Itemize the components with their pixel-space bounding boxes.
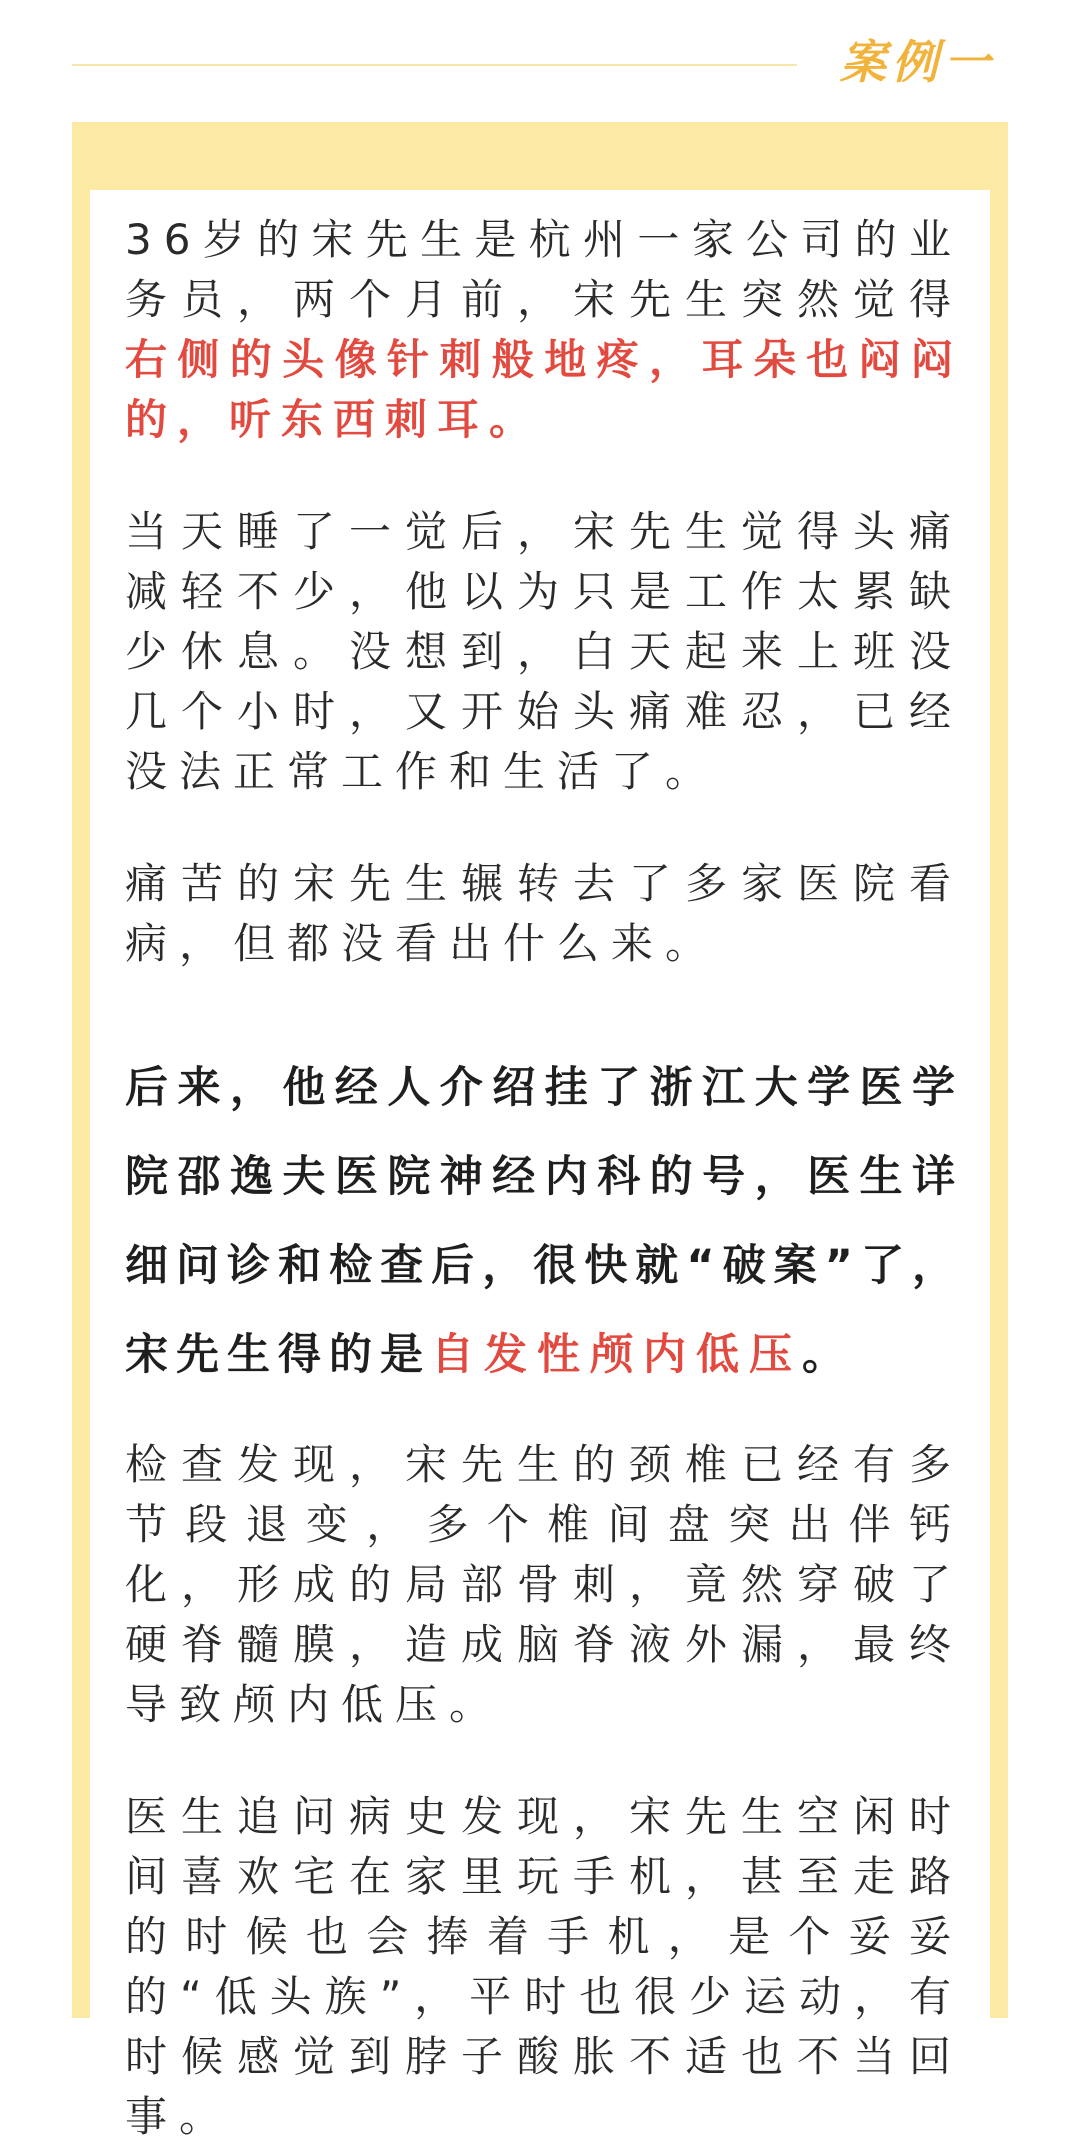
paragraph-4-highlight: 自发性颅内低压	[431, 1330, 802, 1380]
paragraph-3: 痛苦的宋先生辗转去了多家医院看病，但都没看出什么来。	[125, 859, 963, 968]
paragraph-5: 检查发现，宋先生的颈椎已经有多节段退变，多个椎间盘突出伴钙化，形成的局部骨刺，竟然穿破了硬脊髓膜，造成脑脊液外漏，最终导致颅内低压。	[125, 1440, 963, 1729]
header-divider	[72, 64, 797, 66]
paragraph-6: 医生追问病史发现，宋先生空闲时间喜欢宅在家里玩手机，甚至走路的时候也会捧着手机，是个妥妥的“低头族”，平时也很少运动，有时候感觉到脖子酸胀不适也不当回事。	[125, 1792, 963, 2141]
paragraph-4-end: 。	[802, 1330, 853, 1380]
paragraph-1	[125, 210, 963, 450]
paragraph-4-text: 后来，他经人介绍挂了浙江大学医学院邵逸夫医院神经内科的号，医生详细问诊和检查后，很快就“破案”了，宋先生得的是	[125, 1063, 963, 1380]
paragraph-1-highlight: 右侧的头像针刺般地疼，耳朵也闷闷的，听东西刺耳。	[125, 335, 963, 444]
paragraph-1-text: 36岁的宋先生是杭州一家公司的业务员，两个月前，宋先生突然觉得	[125, 215, 963, 324]
paragraph-2: 当天睡了一觉后，宋先生觉得头痛减轻不少，他以为只是工作太累缺少休息。没想到，白天起来上班没几个小时，又开始头痛难忍，已经没法正常工作和生活了。	[125, 507, 963, 796]
paragraph-4	[125, 1044, 963, 1400]
article-body	[125, 210, 963, 2147]
section-title: 案例一	[840, 35, 996, 89]
